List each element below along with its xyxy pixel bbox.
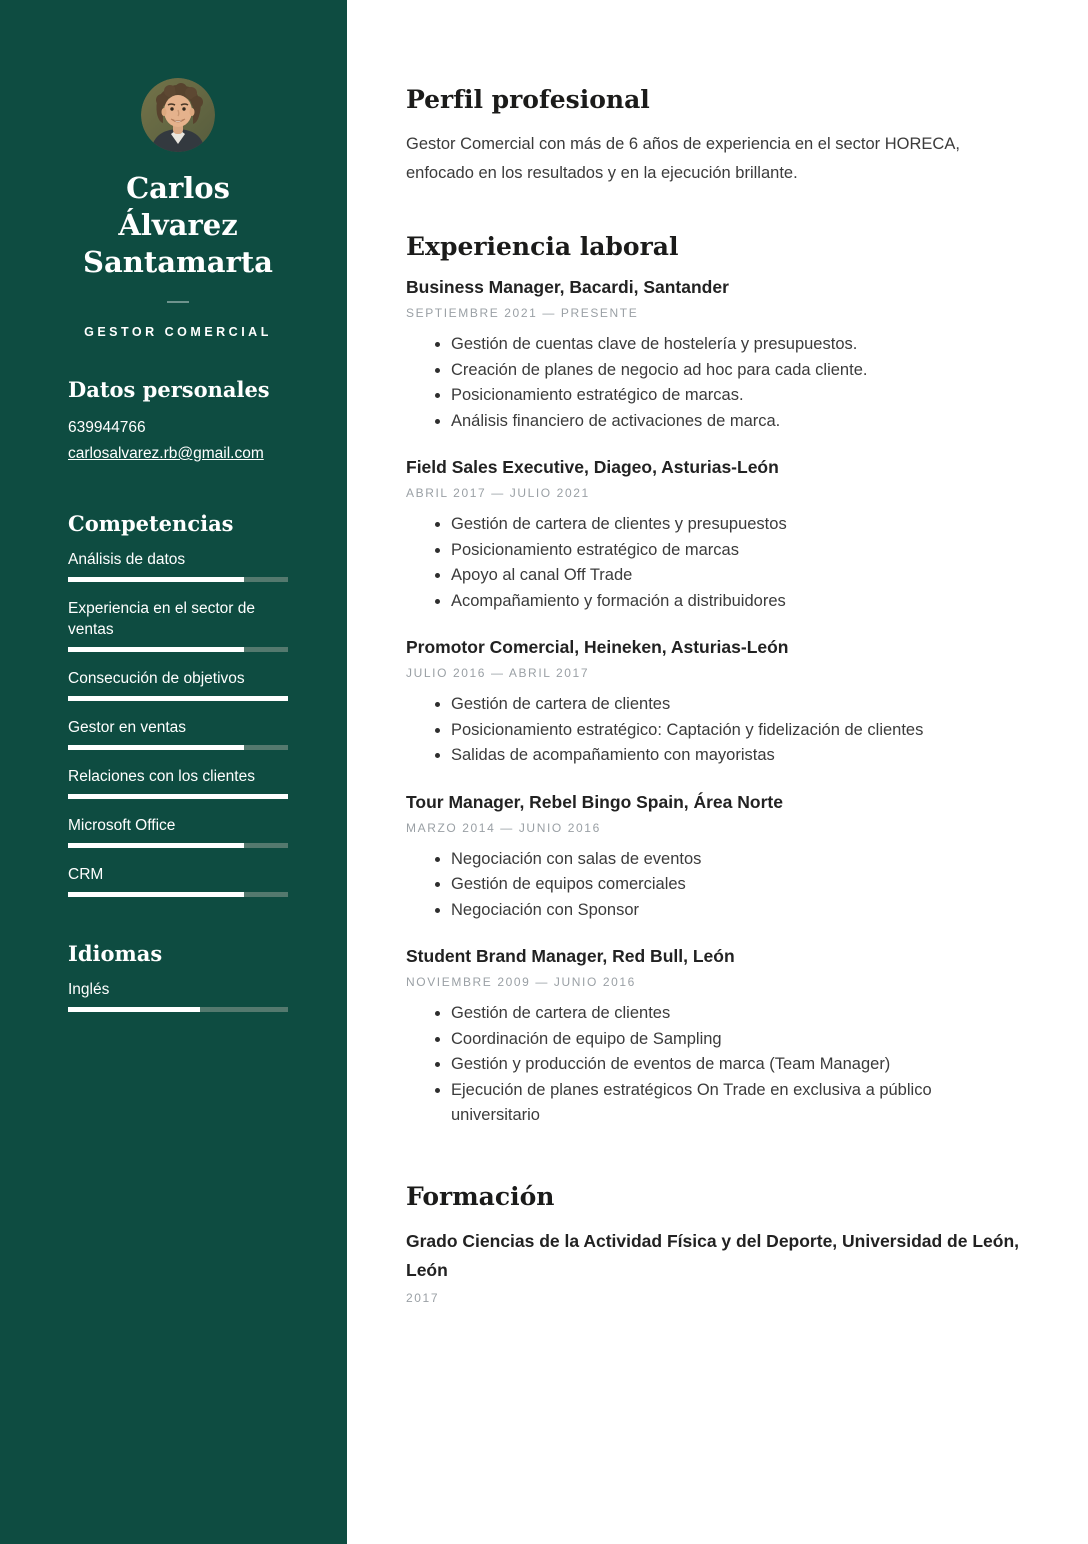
profile-section bbox=[406, 84, 1022, 187]
skill-item bbox=[68, 766, 288, 799]
job-title: Field Sales Executive, Diageo, Asturias-León bbox=[406, 457, 779, 477]
job-period: MARZO 2014 — JUNIO 2016 bbox=[406, 820, 601, 835]
profile-title: Perfil profesional bbox=[406, 85, 650, 114]
job-bullet: Gestión de cartera de clientes bbox=[406, 692, 1022, 718]
experience-title: Experiencia laboral bbox=[406, 232, 679, 261]
job-bullet-list bbox=[406, 692, 1022, 769]
degree-title: Grado Ciencias de la Actividad Física y del Deporte, Universidad de León, León bbox=[406, 1230, 1020, 1280]
job-bullet: Acompañamiento y formación a distribuidores bbox=[406, 589, 1022, 615]
candidate-name-line1: Carlos Álvarez bbox=[118, 171, 238, 242]
candidate-name bbox=[68, 170, 288, 281]
skill-item bbox=[68, 549, 288, 582]
skill-label: Consecución de objetivos bbox=[68, 670, 245, 687]
job-bullet-list bbox=[406, 512, 1022, 614]
skill-bar-fill bbox=[68, 577, 244, 582]
phone-number: 639944766 bbox=[68, 419, 146, 436]
job-bullet: Gestión de equipos comerciales bbox=[406, 872, 1022, 898]
skill-label: Gestor en ventas bbox=[68, 719, 187, 736]
job-bullet: Creación de planes de negocio ad hoc para cada cliente. bbox=[406, 358, 1022, 384]
skill-label: Experiencia en el sector de ventas bbox=[68, 600, 255, 638]
candidate-role: GESTOR COMERCIAL bbox=[84, 325, 272, 339]
job-entry bbox=[406, 790, 1022, 924]
job-entry bbox=[406, 635, 1022, 769]
skills-section bbox=[68, 511, 288, 897]
skill-bar-fill bbox=[68, 696, 288, 701]
job-bullet-list bbox=[406, 847, 1022, 924]
job-bullet: Posicionamiento estratégico de marcas. bbox=[406, 383, 1022, 409]
profile-text: Gestor Comercial con más de 6 años de experiencia en el sector HORECA, enfocado en los resultados y en la ejecución brillante. bbox=[406, 135, 960, 182]
skill-bar-track bbox=[68, 843, 288, 848]
job-bullet: Gestión de cartera de clientes bbox=[406, 1001, 1022, 1027]
skill-item bbox=[68, 668, 288, 701]
skill-label: Microsoft Office bbox=[68, 817, 176, 834]
skill-bar-track bbox=[68, 794, 288, 799]
skill-bar-fill bbox=[68, 892, 244, 897]
skill-bar-track bbox=[68, 745, 288, 750]
email-link[interactable]: carlosalvarez.rb@gmail.com bbox=[68, 445, 264, 462]
skill-bar-fill bbox=[68, 745, 244, 750]
skill-bar-track bbox=[68, 647, 288, 652]
job-title: Promotor Comercial, Heineken, Asturias-León bbox=[406, 637, 789, 657]
job-title: Business Manager, Bacardi, Santander bbox=[406, 277, 729, 297]
skills-list bbox=[68, 549, 288, 897]
job-period: JULIO 2016 — ABRIL 2017 bbox=[406, 666, 590, 680]
job-bullet: Coordinación de equipo de Sampling bbox=[406, 1027, 1022, 1053]
job-entry bbox=[406, 944, 1022, 1129]
main-content bbox=[347, 0, 1088, 1544]
skill-bar-fill bbox=[68, 647, 244, 652]
candidate-name-line2: Santamarta bbox=[83, 245, 273, 279]
degree-date: 2017 bbox=[406, 1290, 440, 1305]
job-title: Tour Manager, Rebel Bingo Spain, Área Norte bbox=[406, 791, 783, 812]
skill-bar-track bbox=[68, 696, 288, 701]
job-bullet: Posicionamiento estratégico de marcas bbox=[406, 538, 1022, 564]
job-bullet: Gestión de cartera de clientes y presupuestos bbox=[406, 512, 1022, 538]
job-period: SEPTIEMBRE 2021 — PRESENTE bbox=[406, 306, 639, 320]
job-bullet: Posicionamiento estratégico: Captación y fidelización de clientes bbox=[406, 718, 1022, 744]
job-bullet: Negociación con salas de eventos bbox=[406, 847, 1022, 873]
skills-title: Competencias bbox=[68, 511, 234, 536]
skill-item bbox=[68, 598, 288, 652]
job-bullet: Análisis financiero de activaciones de marca. bbox=[406, 409, 1022, 435]
jobs-list bbox=[406, 275, 1022, 1129]
job-entry bbox=[406, 275, 1022, 434]
languages-section bbox=[68, 941, 288, 1012]
personal-data-title: Datos personales bbox=[68, 377, 270, 402]
skill-label: Análisis de datos bbox=[68, 551, 186, 568]
skill-label: CRM bbox=[68, 866, 104, 883]
job-bullet: Gestión y producción de eventos de marca (Team Manager) bbox=[406, 1052, 1022, 1078]
job-bullet: Negociación con Sponsor bbox=[406, 898, 1022, 924]
skill-bar-track bbox=[68, 577, 288, 582]
job-period: NOVIEMBRE 2009 — JUNIO 2016 bbox=[406, 975, 636, 989]
profile-photo-image bbox=[141, 78, 215, 152]
profile-photo bbox=[141, 78, 215, 152]
language-bar-fill bbox=[68, 1007, 200, 1012]
education-title: Formación bbox=[406, 1181, 555, 1211]
job-bullet: Ejecución de planes estratégicos On Trade en exclusiva a público universitario bbox=[406, 1078, 1022, 1129]
job-bullet: Apoyo al canal Off Trade bbox=[406, 563, 1022, 589]
job-title: Student Brand Manager, Red Bull, León bbox=[406, 946, 735, 966]
personal-data-section bbox=[68, 377, 288, 467]
job-bullet: Salidas de acompañamiento con mayoristas bbox=[406, 743, 1022, 769]
skill-label: Relaciones con los clientes bbox=[68, 768, 255, 785]
languages-list bbox=[68, 979, 288, 1012]
language-bar-track bbox=[68, 1007, 288, 1012]
skill-bar-track bbox=[68, 892, 288, 897]
language-label: Inglés bbox=[68, 981, 110, 998]
name-divider bbox=[167, 301, 189, 303]
skill-bar-fill bbox=[68, 794, 288, 799]
language-item bbox=[68, 979, 288, 1012]
job-entry bbox=[406, 455, 1022, 614]
skill-item bbox=[68, 717, 288, 750]
skill-bar-fill bbox=[68, 843, 244, 848]
skill-item bbox=[68, 815, 288, 848]
skill-item bbox=[68, 864, 288, 897]
experience-section bbox=[406, 231, 1022, 1129]
languages-title: Idiomas bbox=[68, 941, 163, 966]
sidebar bbox=[0, 0, 347, 1544]
job-period: ABRIL 2017 — JULIO 2021 bbox=[406, 486, 590, 500]
education-section bbox=[406, 1181, 1022, 1306]
job-bullet: Gestión de cuentas clave de hostelería y presupuestos. bbox=[406, 332, 1022, 358]
job-bullet-list bbox=[406, 332, 1022, 434]
job-bullet-list bbox=[406, 1001, 1022, 1129]
